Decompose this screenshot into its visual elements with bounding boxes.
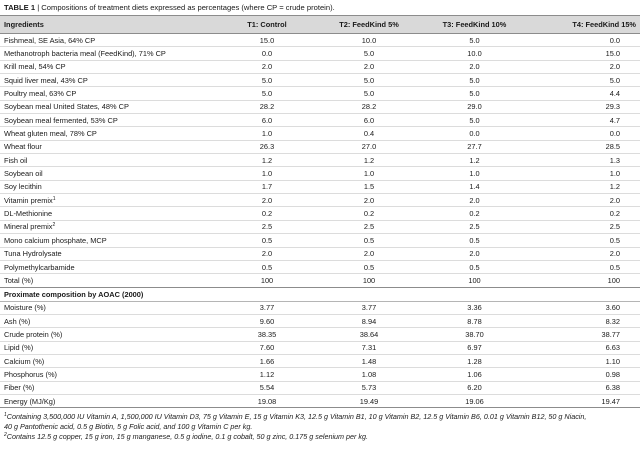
header-t4: T4: FeedKind 15% [527,16,640,34]
row-label: Fish oil [4,155,28,165]
table-row [0,194,640,207]
row-label-cell [0,47,218,60]
row-label: Methanotroph bacteria meal (FeedKind), 71% CP [4,49,166,59]
table-row [0,260,640,273]
row-label: Calcium (%) [4,356,45,366]
cell-t2: 10.0 [316,34,422,47]
header-t1: T1: Control [218,16,316,34]
table-body [0,34,640,408]
row-label-cell [0,100,218,113]
table-row [0,127,640,140]
row-label-cell [0,274,218,287]
cell-t1: 9.60 [218,314,316,327]
row-label-cell [0,167,218,180]
cell-t4: 4.7 [527,114,640,127]
footnote [4,412,596,432]
table-row [0,60,640,73]
footnote-marker: 1 [52,195,56,202]
table-row [0,167,640,180]
table-row [0,140,640,153]
table-row [0,394,640,407]
cell-t4: 1.2 [527,180,640,193]
row-label: Squid liver meal, 43% CP [4,75,88,85]
table-row [0,234,640,247]
cell-t4: 6.63 [527,341,640,354]
cell-t4: 0.0 [527,127,640,140]
cell-t4: 0.0 [527,34,640,47]
cell-t2: 2.5 [316,220,422,233]
table-row [0,114,640,127]
row-label: Ash (%) [4,316,31,326]
cell-t3: 2.0 [422,247,527,260]
row-label: Mineral premix [4,222,53,232]
row-label: Lipid (%) [4,343,34,353]
cell-t3: 100 [422,274,527,287]
header-t3: T3: FeedKind 10% [422,16,527,34]
cell-t4: 5.0 [527,74,640,87]
cell-t3: 0.0 [422,127,527,140]
table-row [0,274,640,287]
row-label: Poultry meal, 63% CP [4,89,77,99]
row-label: Wheat flour [4,142,42,152]
cell-t4: 15.0 [527,47,640,60]
diet-composition-table [0,15,640,408]
table-row [0,100,640,113]
header-t2: T2: FeedKind 5% [316,16,422,34]
cell-t4: 4.4 [527,87,640,100]
row-label: Fishmeal, SE Asia, 64% CP [4,35,96,45]
row-label-cell [0,87,218,100]
cell-t4: 0.5 [527,234,640,247]
cell-t3: 5.0 [422,34,527,47]
cell-t4: 1.10 [527,354,640,367]
cell-t4: 38.77 [527,328,640,341]
row-label-cell [0,154,218,167]
cell-t1: 1.7 [218,180,316,193]
cell-t4: 2.0 [527,247,640,260]
cell-t1: 2.0 [218,247,316,260]
cell-t1: 1.0 [218,167,316,180]
row-label-cell [0,220,218,233]
section-heading: Proximate composition by AOAC (2000) [0,287,640,301]
cell-t1: 1.66 [218,354,316,367]
cell-t3: 8.78 [422,314,527,327]
table-row [0,247,640,260]
footnotes [0,408,600,442]
cell-t1: 5.0 [218,74,316,87]
table-row [0,180,640,193]
cell-t2: 3.77 [316,301,422,314]
cell-t2: 6.0 [316,114,422,127]
cell-t1: 26.3 [218,140,316,153]
cell-t3: 2.0 [422,194,527,207]
cell-t1: 2.0 [218,60,316,73]
cell-t3: 6.97 [422,341,527,354]
row-label: Phosphorus (%) [4,369,57,379]
table-row [0,207,640,220]
table-row [0,47,640,60]
cell-t3: 19.06 [422,394,527,407]
cell-t3: 0.5 [422,234,527,247]
row-label-cell [0,60,218,73]
cell-t3: 1.06 [422,368,527,381]
row-label: Soybean meal United States, 48% CP [4,102,129,112]
table-row [0,341,640,354]
row-label: Tuna Hydrolysate [4,249,62,259]
cell-t2: 2.0 [316,194,422,207]
cell-t4: 0.98 [527,368,640,381]
cell-t3: 10.0 [422,47,527,60]
cell-t1: 2.5 [218,220,316,233]
footnote-number: 2 [4,432,7,439]
cell-t4: 2.0 [527,60,640,73]
cell-t2: 5.0 [316,47,422,60]
row-label: Krill meal, 54% CP [4,62,66,72]
row-label-cell [0,207,218,220]
table-label: TABLE 1 [4,3,36,12]
row-label-cell [0,328,218,341]
row-label: DL-Methionine [4,209,53,219]
cell-t3: 5.0 [422,74,527,87]
table-row [0,328,640,341]
table-row [0,314,640,327]
table-row [0,154,640,167]
row-label: Polymethylcarbamide [4,262,75,272]
cell-t1: 28.2 [218,100,316,113]
cell-t2: 1.08 [316,368,422,381]
cell-t2: 2.0 [316,247,422,260]
cell-t2: 0.4 [316,127,422,140]
cell-t3: 27.7 [422,140,527,153]
cell-t2: 0.5 [316,234,422,247]
cell-t1: 1.0 [218,127,316,140]
table-row [0,34,640,47]
cell-t3: 5.0 [422,114,527,127]
row-label: Total (%) [4,275,34,285]
row-label-cell [0,140,218,153]
cell-t3: 0.5 [422,260,527,273]
cell-t1: 1.12 [218,368,316,381]
row-label-cell [0,114,218,127]
cell-t2: 38.64 [316,328,422,341]
row-label: Soybean meal fermented, 53% CP [4,115,118,125]
cell-t2: 0.2 [316,207,422,220]
row-label: Crude protein (%) [4,329,63,339]
cell-t2: 5.73 [316,381,422,394]
cell-t2: 19.49 [316,394,422,407]
table-caption: TABLE 1 | Compositions of treatment diets expressed as percentages (where CP = crude protein). [4,3,335,12]
cell-t4: 1.3 [527,154,640,167]
cell-t4: 0.5 [527,260,640,273]
cell-t1: 5.0 [218,87,316,100]
cell-t1: 3.77 [218,301,316,314]
cell-t3: 1.4 [422,180,527,193]
header-row [0,16,640,34]
cell-t3: 29.0 [422,100,527,113]
cell-t3: 0.2 [422,207,527,220]
footnote-text: Contains 12.5 g copper, 15 g iron, 15 g manganese, 0.5 g iodine, 0.1 g cobalt, 50 g zinc, 0.175 g selenium per kg. [6,432,368,442]
row-label-cell [0,394,218,407]
footnote-number: 1 [4,412,7,419]
table-row [0,368,640,381]
table-row [0,87,640,100]
row-label-cell [0,74,218,87]
cell-t4: 1.0 [527,167,640,180]
cell-t4: 8.32 [527,314,640,327]
section-heading-row [0,287,640,301]
cell-t2: 5.0 [316,87,422,100]
row-label: Moisture (%) [4,303,46,313]
cell-t3: 6.20 [422,381,527,394]
row-label: Vitamin premix [4,195,53,205]
row-label-cell [0,234,218,247]
cell-t2: 100 [316,274,422,287]
cell-t3: 38.70 [422,328,527,341]
row-label-cell [0,194,218,207]
cell-t2: 8.94 [316,314,422,327]
cell-t3: 2.5 [422,220,527,233]
row-label-cell [0,368,218,381]
cell-t3: 2.0 [422,60,527,73]
row-label-cell [0,381,218,394]
cell-t2: 27.0 [316,140,422,153]
cell-t3: 3.36 [422,301,527,314]
cell-t3: 5.0 [422,87,527,100]
cell-t4: 2.5 [527,220,640,233]
cell-t2: 28.2 [316,100,422,113]
cell-t1: 100 [218,274,316,287]
row-label-cell [0,314,218,327]
footnote [4,432,596,442]
cell-t4: 19.47 [527,394,640,407]
cell-t4: 0.2 [527,207,640,220]
row-label-cell [0,341,218,354]
row-label-cell [0,180,218,193]
row-label: Soy lecithin [4,182,42,192]
cell-t3: 1.0 [422,167,527,180]
row-label-cell [0,127,218,140]
table-row [0,74,640,87]
cell-t2: 5.0 [316,74,422,87]
cell-t1: 0.5 [218,234,316,247]
row-label: Mono calcium phosphate, MCP [4,235,107,245]
cell-t1: 38.35 [218,328,316,341]
cell-t1: 0.0 [218,47,316,60]
cell-t4: 29.3 [527,100,640,113]
row-label-cell [0,354,218,367]
row-label-cell [0,34,218,47]
footnote-text: Containing 3,500,000 IU Vitamin A, 1,500,000 IU Vitamin D3, 75 g Vitamin E, 15 g Vitamin K3, 12.5 g Vitamin B1, 10 g Vitamin B2, 12.5 g Vitamin B6, 0.01 g Vitamin B12, 50 g Niacin, 40 g Pantothenic acid, 0.5 g Biotin, 5 g Folic acid, and 100 g Vitamin C per kg. [4,412,587,432]
row-label: Energy (MJ/Kg) [4,396,56,406]
cell-t4: 100 [527,274,640,287]
cell-t1: 2.0 [218,194,316,207]
cell-t4: 6.38 [527,381,640,394]
row-label: Soybean oil [4,169,43,179]
row-label: Fiber (%) [4,383,35,393]
cell-t4: 28.5 [527,140,640,153]
cell-t2: 1.48 [316,354,422,367]
table-row [0,354,640,367]
cell-t4: 3.60 [527,301,640,314]
row-label-cell [0,260,218,273]
cell-t1: 15.0 [218,34,316,47]
cell-t4: 2.0 [527,194,640,207]
cell-t2: 2.0 [316,60,422,73]
table-row [0,381,640,394]
table-row [0,220,640,233]
header-ingredients: Ingredients [0,16,218,34]
cell-t2: 1.0 [316,167,422,180]
cell-t1: 19.08 [218,394,316,407]
cell-t3: 1.28 [422,354,527,367]
row-label: Wheat gluten meal, 78% CP [4,129,97,139]
cell-t2: 0.5 [316,260,422,273]
cell-t3: 1.2 [422,154,527,167]
table-title: Compositions of treatment diets expressed as percentages (where CP = crude protein). [41,3,335,12]
cell-t1: 6.0 [218,114,316,127]
cell-t1: 1.2 [218,154,316,167]
cell-t1: 0.5 [218,260,316,273]
cell-t1: 7.60 [218,341,316,354]
cell-t2: 1.2 [316,154,422,167]
cell-t1: 5.54 [218,381,316,394]
cell-t1: 0.2 [218,207,316,220]
table-row [0,301,640,314]
row-label-cell [0,301,218,314]
row-label-cell [0,247,218,260]
cell-t2: 7.31 [316,341,422,354]
footnote-marker: 2 [52,222,56,229]
cell-t2: 1.5 [316,180,422,193]
